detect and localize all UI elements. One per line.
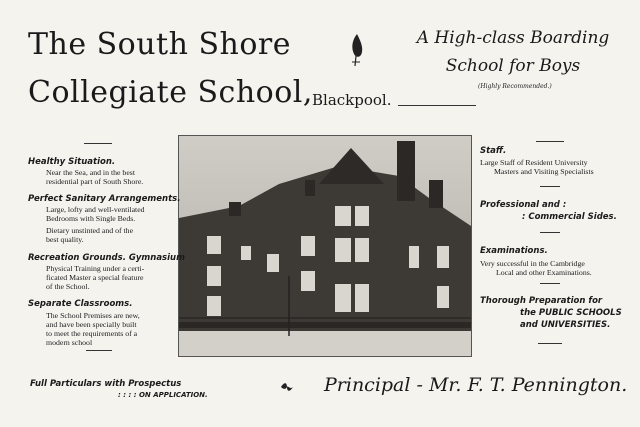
right-divider-3 (540, 232, 560, 233)
recreation-line-2: ficated Master a special feature (46, 273, 144, 282)
quill-ornament-icon (348, 32, 366, 68)
place-name: Blackpool. (312, 91, 392, 109)
tagline-line-1: A High-class Boarding (416, 28, 610, 48)
classrooms-line-3: to meet the requirements of a (46, 329, 138, 338)
right-divider-1 (536, 141, 564, 142)
left-bottom-divider (86, 350, 112, 351)
recreation-line-3: of the School. (46, 282, 90, 291)
sanitary-line-1: Large, lofty and well-ventilated (46, 205, 145, 214)
title-line-2: Collegiate School, (28, 75, 313, 110)
recommended-note: (Highly Recommended.) (478, 83, 552, 90)
sanitary-line-4: best quality. (46, 235, 84, 244)
sanitary-line-2: Bedrooms with Single Beds. (46, 214, 136, 223)
right-divider-5 (538, 343, 562, 344)
classrooms-line-4: modern school (46, 338, 93, 347)
heading-examinations: Examinations. (480, 246, 548, 256)
staff-line-2: Masters and Visiting Specialists (494, 167, 594, 176)
right-divider-4 (540, 283, 560, 284)
prep-line-1: Thorough Preparation for (480, 296, 603, 306)
heading-healthy-situation: Healthy Situation. (28, 157, 116, 167)
left-divider (84, 143, 112, 144)
sanitary-line-3: Dietary unstinted and of the (46, 226, 134, 235)
heading-recreation: Recreation Grounds. Gymnasium (28, 253, 185, 263)
tagline-line-2: School for Boys (445, 56, 581, 76)
principal-name: Principal - Mr. F. T. Pennington. (324, 374, 628, 396)
fleuron-icon (280, 381, 294, 393)
heading-staff: Staff. (480, 146, 507, 156)
prep-line-2: the PUBLIC SCHOOLS (520, 308, 622, 318)
classrooms-line-2: and have been specially built (46, 320, 137, 329)
recreation-line-1: Physical Training under a certi- (46, 264, 145, 273)
professional-line-1: Professional and : (480, 200, 567, 210)
exam-line-2: Local and other Examinations. (496, 268, 592, 277)
staff-line-1: Large Staff of Resident University (480, 158, 588, 167)
title-line-1: The South Shore (28, 27, 291, 62)
classrooms-line-1: The School Premises are new, (46, 311, 140, 320)
right-divider-2 (540, 186, 560, 187)
footer-application: : : : : ON APPLICATION. (118, 391, 208, 399)
footer-particulars: Full Particulars with Prospectus (30, 379, 182, 389)
healthy-line-1: Near the Sea, and in the best (46, 168, 135, 177)
healthy-line-2: residential part of South Shore. (46, 177, 144, 186)
heading-classrooms: Separate Classrooms. (28, 299, 133, 309)
professional-line-2: : Commercial Sides. (522, 212, 617, 222)
heading-sanitary: Perfect Sanitary Arrangements. (28, 194, 181, 204)
exam-line-1: Very successful in the Cambridge (480, 259, 585, 268)
place-underline (398, 105, 476, 106)
school-photo (178, 135, 472, 357)
prep-line-3: and UNIVERSITIES. (520, 320, 611, 330)
